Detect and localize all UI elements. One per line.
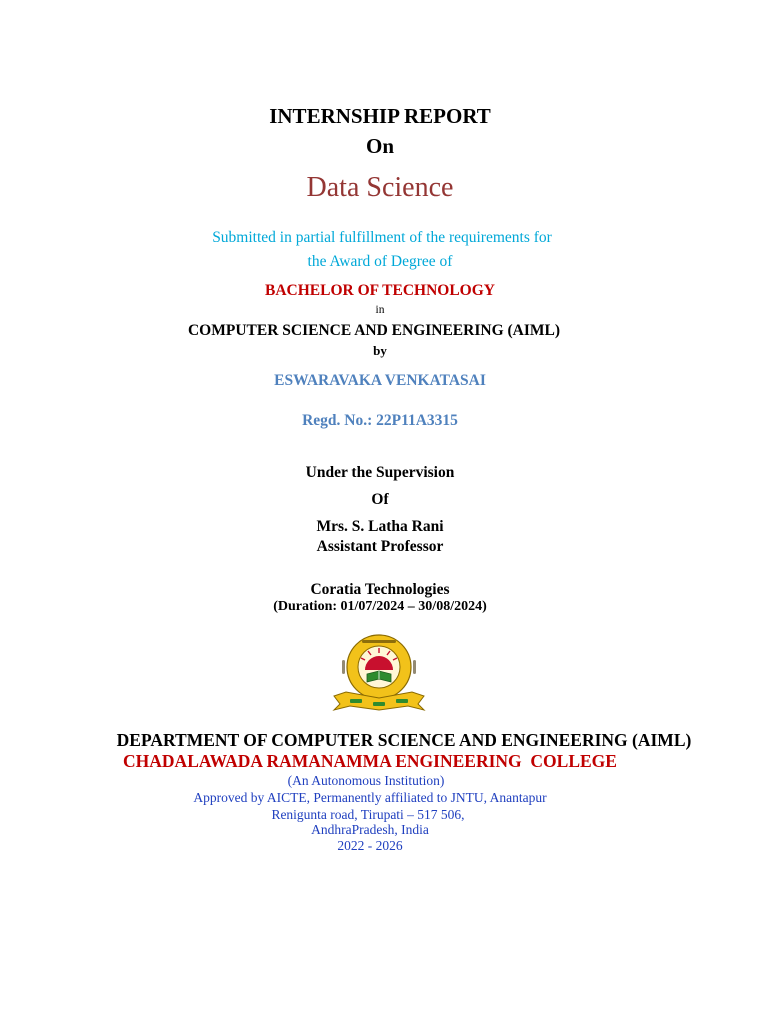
college-name: CHADALAWADA RAMANAMMA ENGINEERING COLLEGE — [123, 751, 617, 771]
internship-company: Coratia Technologies — [310, 581, 450, 598]
college-approval: Approved by AICTE, Permanently affiliated to JNTU, Anantapur — [193, 790, 547, 805]
report-subject: Data Science — [306, 172, 454, 203]
college-emblem-icon — [332, 634, 426, 712]
academic-years: 2022 - 2026 — [337, 838, 403, 853]
submission-statement-line2: the Award of Degree of — [307, 253, 453, 270]
college-address-line2: AndhraPradesh, India — [311, 822, 429, 837]
degree-in-word: in — [375, 304, 385, 316]
student-name: ESWARAVAKA VENKATASAI — [274, 372, 486, 389]
submission-statement-line1: Submitted in partial fulfillment of the requirements for — [212, 229, 552, 246]
supervisor-name: Mrs. S. Latha Rani — [316, 518, 444, 535]
report-title: INTERNSHIP REPORT — [269, 104, 491, 128]
supervision-of: Of — [371, 491, 389, 508]
degree-name: BACHELOR OF TECHNOLOGY — [265, 282, 495, 299]
report-title-on: On — [365, 134, 394, 158]
supervisor-title: Assistant Professor — [316, 538, 444, 555]
internship-duration: (Duration: 01/07/2024 – 30/08/2024) — [273, 599, 487, 614]
college-address-line1: Renigunta road, Tirupati – 517 506, — [271, 807, 465, 822]
supervision-heading: Under the Supervision — [305, 464, 455, 481]
degree-branch: COMPUTER SCIENCE AND ENGINEERING (AIML) — [187, 322, 561, 339]
student-regd-no: Regd. No.: 22P11A3315 — [302, 412, 458, 429]
degree-by-word: by — [373, 343, 387, 358]
department-name: DEPARTMENT OF COMPUTER SCIENCE AND ENGINEERING (AIML) — [116, 730, 692, 750]
college-autonomous-status: (An Autonomous Institution) — [287, 773, 445, 788]
